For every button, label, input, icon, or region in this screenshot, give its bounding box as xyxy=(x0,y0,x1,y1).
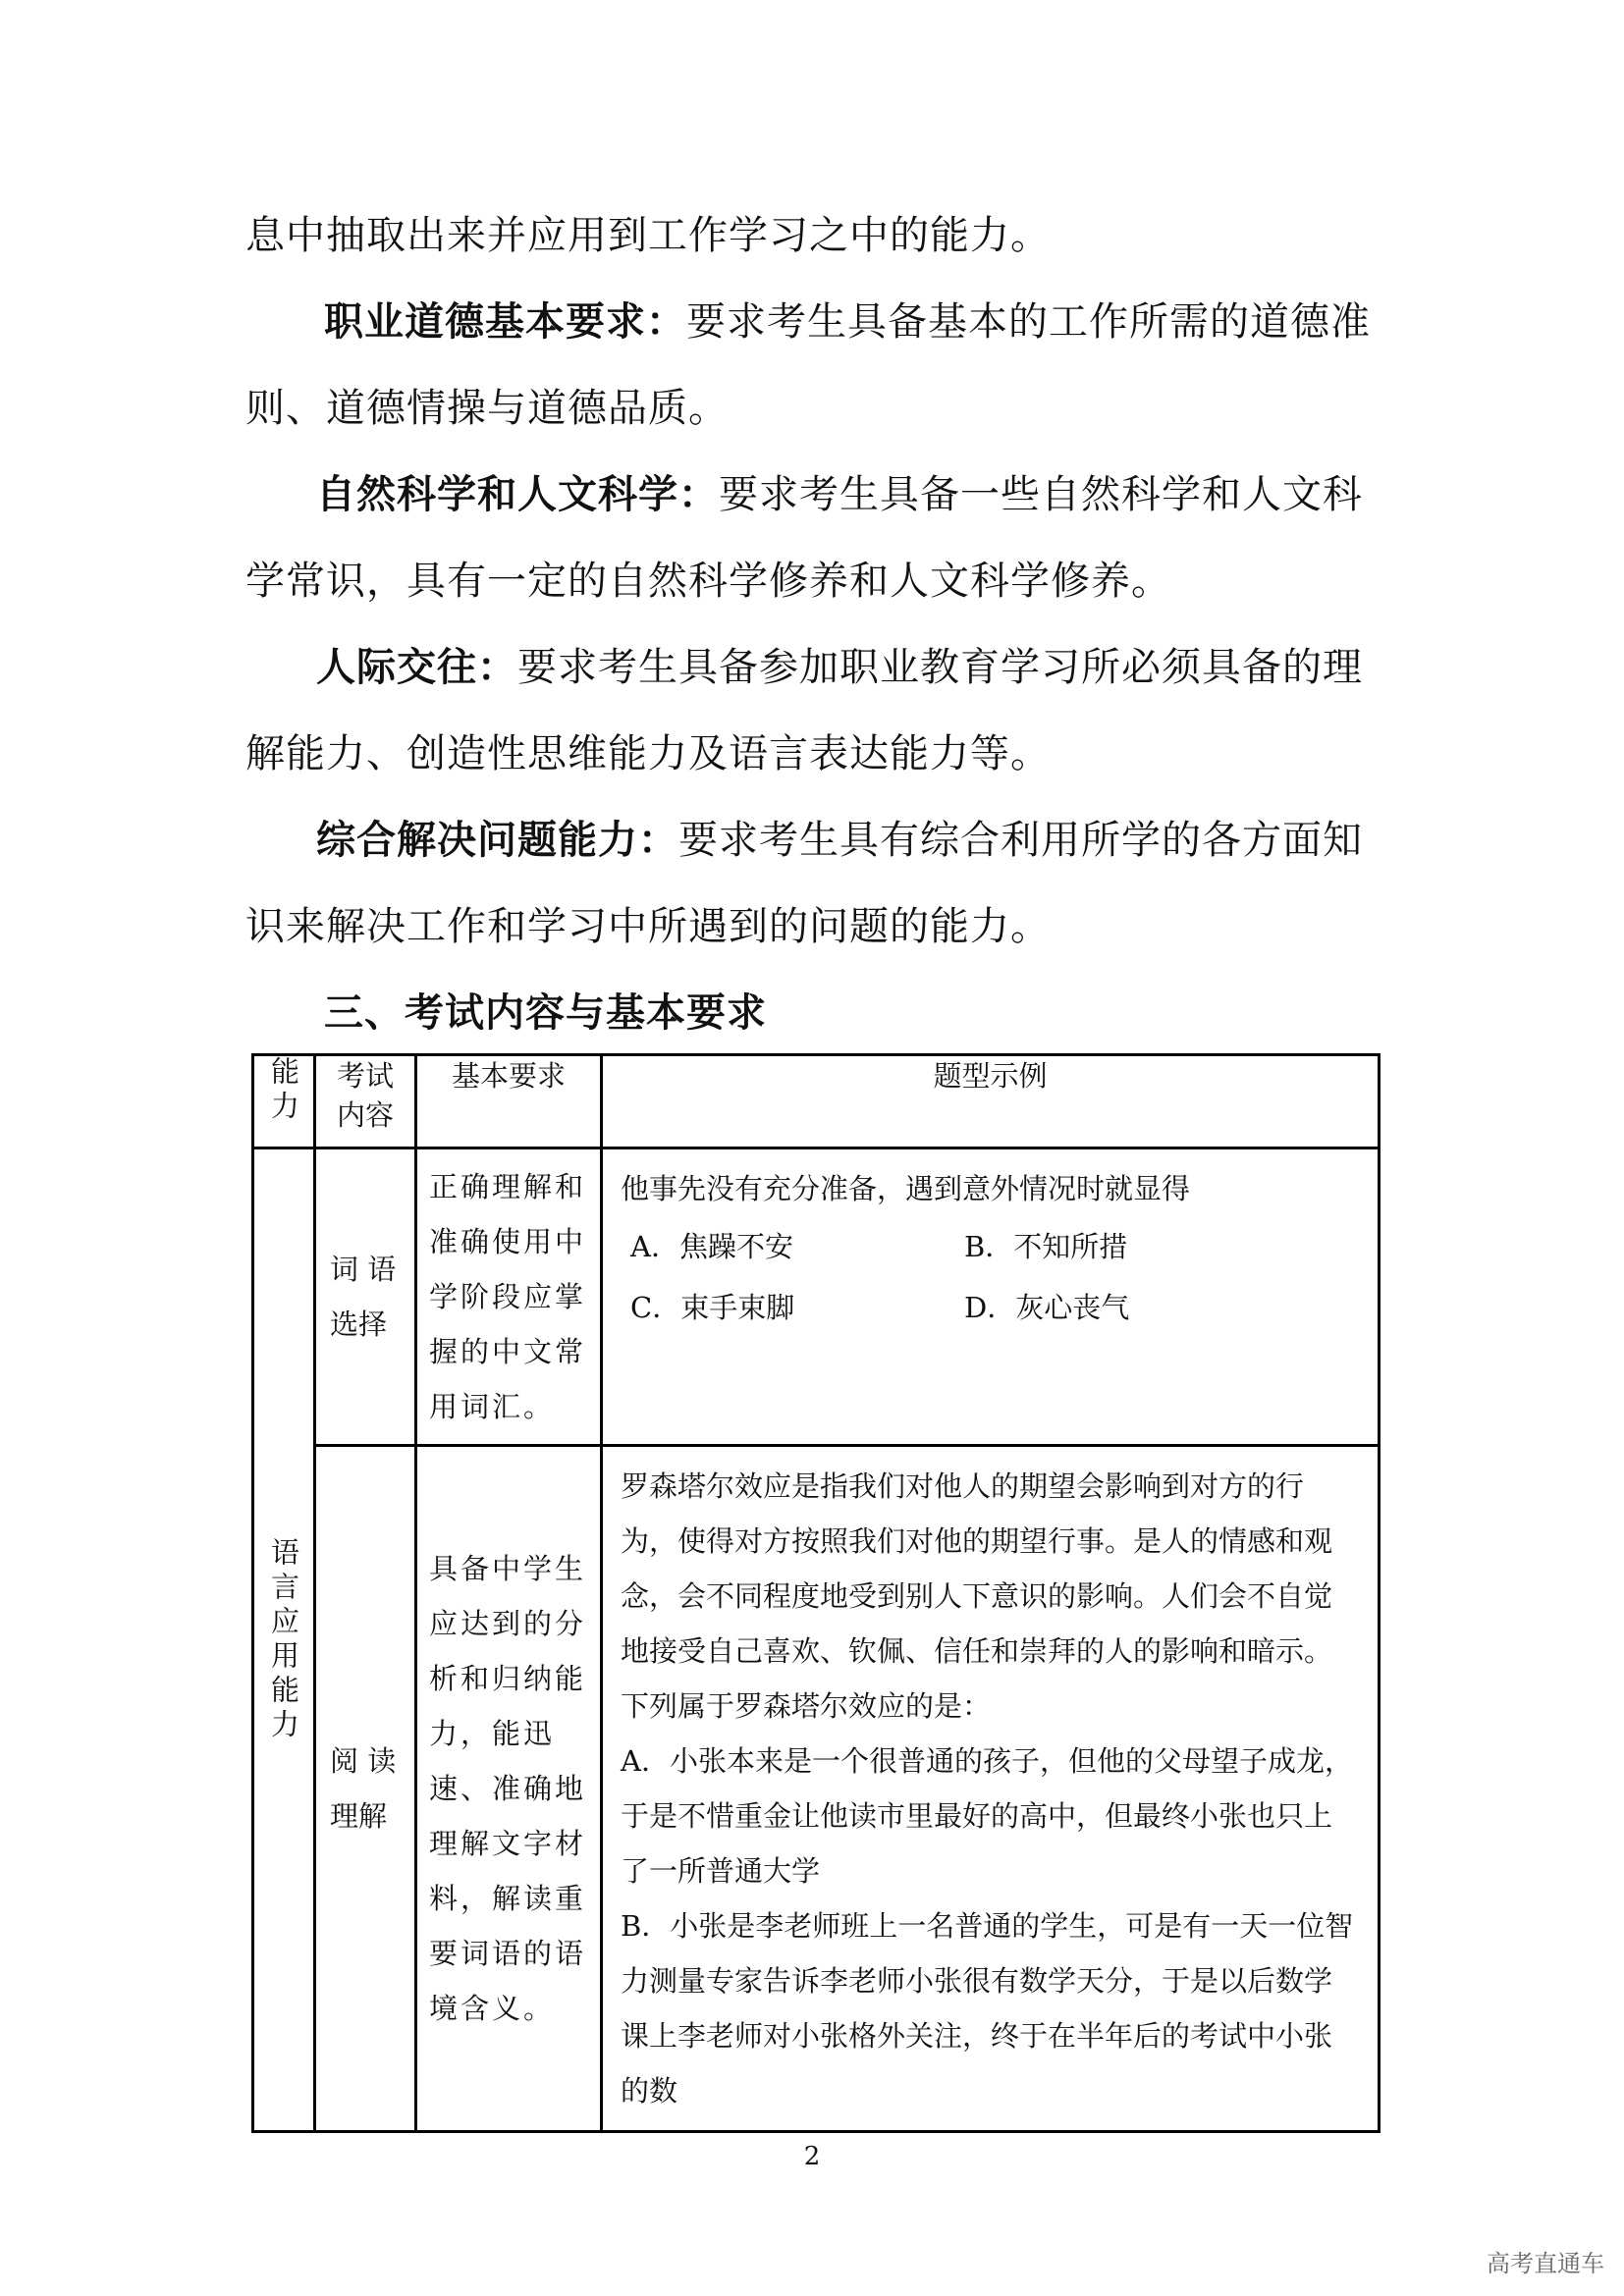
ability-cell: 语言应用能力 xyxy=(253,1148,315,2132)
watermark: 高考直通车 xyxy=(1487,2250,1604,2277)
content-cell: 词 语选择 xyxy=(315,1148,416,1446)
paragraph-label: 自然科学和人文科学： xyxy=(316,471,719,517)
section-heading: 三、考试内容与基本要求 xyxy=(324,989,767,1036)
header-ability: 能力 xyxy=(253,1055,315,1148)
header-example: 题型示例 xyxy=(602,1055,1380,1148)
page-number: 2 xyxy=(803,2142,821,2171)
paragraph-text: 要求考生具备基本的工作所需的道德准则、道德情操与道德品质。 xyxy=(245,299,1371,431)
table-row xyxy=(253,1446,1380,2132)
paragraph-problem-solving xyxy=(245,797,1394,970)
paragraph-text: 要求考生具备参加职业教育学习所必须具备的理解能力、创造性思维能力及语言表达能力等。 xyxy=(245,645,1363,776)
options-grid xyxy=(621,1216,1360,1338)
option-a: A．小张本来是一个很普通的孩子，但他的父母望子成龙，于是不惜重金让他读市里最好的高中，但最终小张也只上了一所普通大学 xyxy=(621,1744,1353,1888)
paragraph-label: 职业道德基本要求： xyxy=(324,298,686,345)
question-stem: 他事先没有充分准备，遇到意外情况时就显得 xyxy=(621,1172,1191,1205)
example-cell xyxy=(602,1446,1380,2132)
paragraph-label: 综合解决问题能力： xyxy=(316,817,678,863)
paragraph-label: 人际交往： xyxy=(316,644,517,690)
option-b: B．不知所措 xyxy=(964,1230,1128,1263)
paragraph-professional-ethics xyxy=(245,279,1394,452)
paragraph-science-humanities xyxy=(245,452,1394,624)
content-cell: 阅 读理解 xyxy=(315,1446,416,2132)
example-cell xyxy=(602,1148,1380,1446)
option-c: C．束手束脚 xyxy=(630,1291,795,1324)
reading-passage: 罗森塔尔效应是指我们对他人的期望会影响到对方的行为，使得对方按照我们对他的期望行事。是人的情感和观念，会不同程度地受到别人下意识的影响。人们会不自觉地接受自己喜欢、钦佩、信任和崇拜的人的影响和暗示。 xyxy=(621,1469,1333,1668)
table-header-row xyxy=(253,1055,1380,1148)
paragraph-continuation xyxy=(245,192,1394,279)
option-b: B．小张是李老师班上一名普通的学生，可是有一天一位智力测量专家告诉李老师小张很有数学天分，于是以后数学课上李老师对小张格外关注，终于在半年后的考试中小张的数 xyxy=(621,1909,1354,2108)
option-a: A．焦躁不安 xyxy=(630,1230,793,1263)
requirement-cell: 正确理解和准确使用中学阶段应掌握的中文常用词汇。 xyxy=(416,1148,602,1446)
paragraph-interpersonal xyxy=(245,624,1394,797)
requirement-cell: 具备中学生应达到的分析和归纳能力，能迅速、准确地理解文字材料，解读重要词语的语境含义。 xyxy=(416,1446,602,2132)
header-requirement: 基本要求 xyxy=(416,1055,602,1148)
exam-content-table xyxy=(251,1053,1380,2133)
paragraph-text: 息中抽取出来并应用到工作学习之中的能力。 xyxy=(245,213,1051,258)
option-d: D．灰心丧气 xyxy=(964,1291,1130,1324)
paragraph-text: 要求考生具备一些自然科学和人文科学常识，具有一定的自然科学修养和人文科学修养。 xyxy=(245,472,1363,604)
table-row xyxy=(253,1148,1380,1446)
question-prompt: 下列属于罗森塔尔效应的是： xyxy=(621,1689,992,1723)
paragraph-text: 要求考生具有综合利用所学的各方面知识来解决工作和学习中所遇到的问题的能力。 xyxy=(245,818,1363,949)
header-content: 考试内容 xyxy=(315,1055,416,1148)
